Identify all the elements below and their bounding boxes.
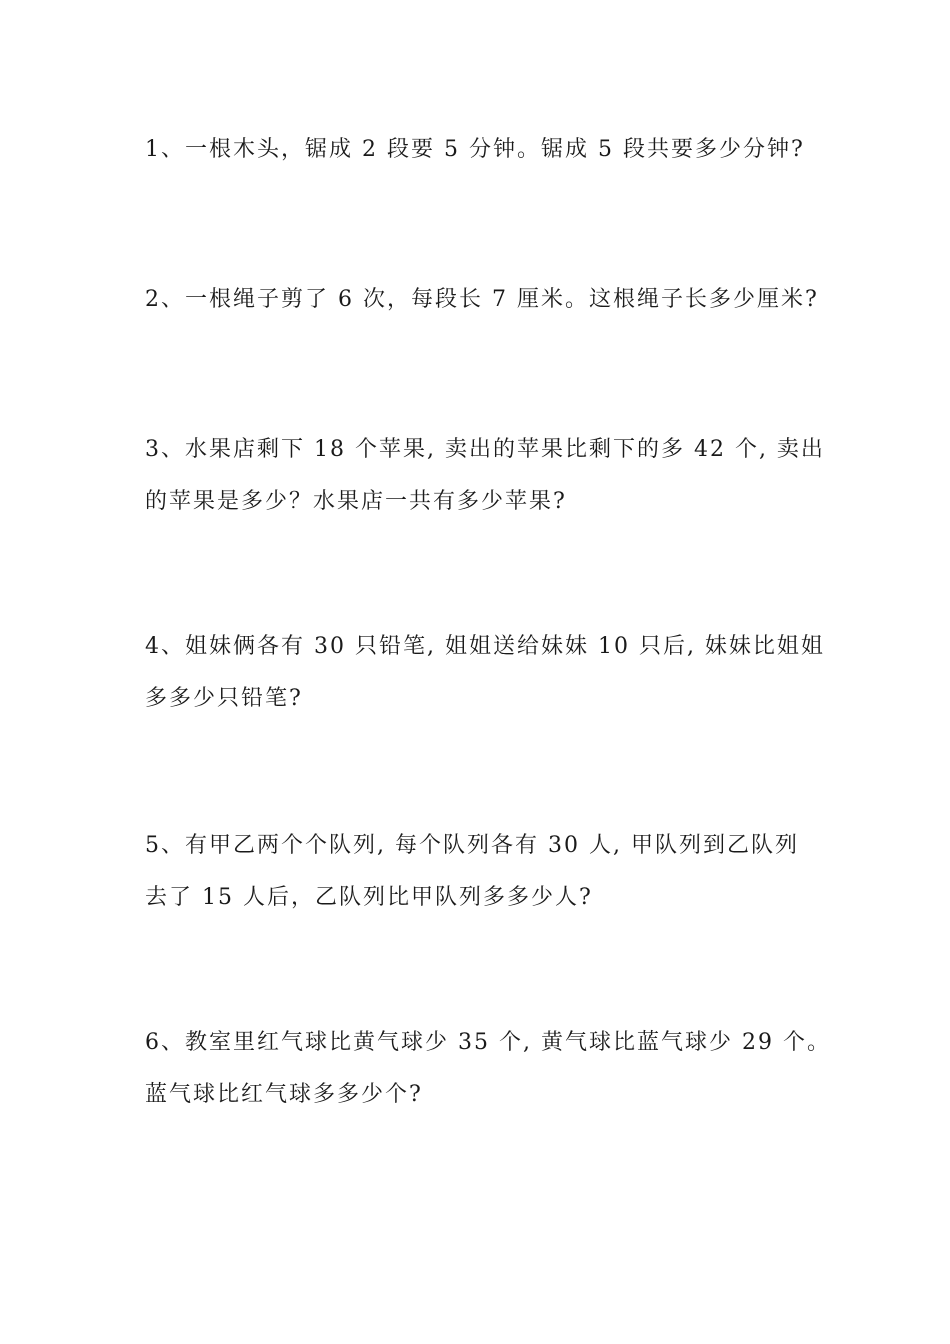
problem-1-line-1: 1、一根木头，锯成 2 段要 5 分钟。锯成 5 段共要多少分钟?	[145, 137, 805, 162]
problem-5-line-1: 5、有甲乙两个个队列, 每个队列各有 30 人, 甲队列到乙队列	[145, 833, 799, 858]
problem-5-line-2: 去了 15 人后，乙队列比甲队列多多少人?	[145, 885, 593, 910]
problem-2	[145, 274, 825, 326]
problem-6-line-1: 6、教室里红气球比黄气球少 35 个, 黄气球比蓝气球少 29 个。	[145, 1030, 831, 1055]
problem-1	[145, 124, 825, 176]
problem-5	[145, 820, 825, 924]
problem-3	[145, 424, 825, 528]
problem-3-line-2: 的苹果是多少？水果店一共有多少苹果?	[145, 489, 567, 514]
problem-4-line-1: 4、姐妹俩各有 30 只铅笔, 姐姐送给妹妹 10 只后, 妹妹比姐姐	[145, 634, 825, 659]
problem-6-line-2: 蓝气球比红气球多多少个?	[145, 1082, 423, 1107]
problem-6	[145, 1017, 831, 1121]
problem-2-line-1: 2、一根绳子剪了 6 次，每段长 7 厘米。这根绳子长多少厘米?	[145, 287, 819, 312]
problem-4	[145, 621, 825, 725]
problem-4-line-2: 多多少只铅笔?	[145, 686, 303, 711]
problem-3-line-1: 3、水果店剩下 18 个苹果, 卖出的苹果比剩下的多 42 个, 卖出	[145, 437, 825, 462]
